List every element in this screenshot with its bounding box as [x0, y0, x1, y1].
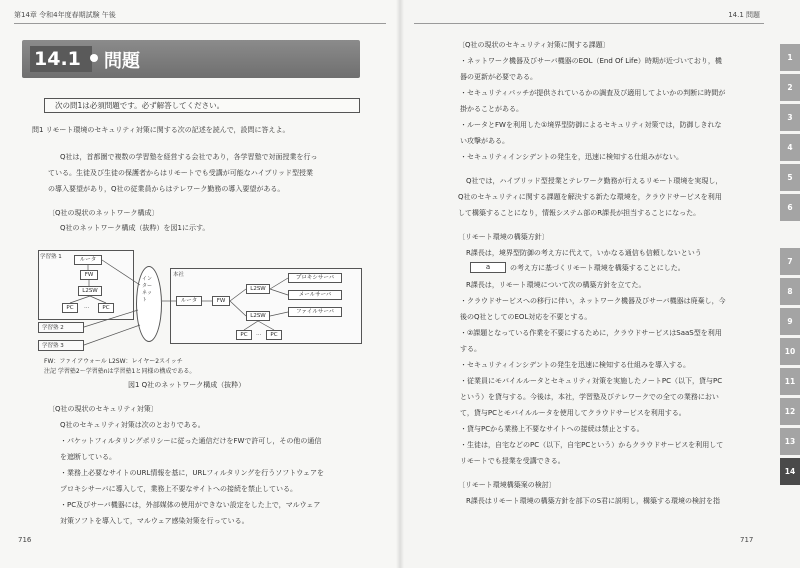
body-line: て，貸与PCとモバイルルータを使用してクラウドサービスを利用する。	[460, 409, 686, 417]
chapter-tab-12[interactable]: 12	[780, 398, 800, 425]
mail-server-node: メールサーバ	[288, 290, 342, 300]
chapter-tab-14-active[interactable]: 14	[780, 458, 800, 485]
left-running-header: 第14章 令和4年度春期試験 午後	[14, 11, 116, 19]
body-line: ・パケットフィルタリングポリシーに従った通信だけをFWで許可し，その他の通信	[60, 437, 322, 445]
section-number: 14.1	[30, 46, 92, 72]
section-title: 問題	[104, 51, 140, 72]
chapter-tab-11[interactable]: 11	[780, 368, 800, 395]
body-line: して構築することになり，情報システム部のR課長が担当することになった。	[458, 209, 701, 217]
chapter-tab-2[interactable]: 2	[780, 74, 800, 101]
chapter-tab-3[interactable]: 3	[780, 104, 800, 131]
chapter-tab-6[interactable]: 6	[780, 194, 800, 221]
hq-fw-node: FW	[212, 296, 230, 306]
chapter-tab-1[interactable]: 1	[780, 44, 800, 71]
body-line: 掛かることがある。	[460, 105, 523, 113]
l2sw-node: L2SW	[78, 286, 102, 296]
subheading-review: 〔リモート環境構築案の検討〕	[458, 481, 556, 489]
figure-caption: 図1 Q社のネットワーク構成（抜粋）	[128, 381, 246, 389]
hq-router-node: ルータ	[176, 296, 202, 306]
chapter-tab-8[interactable]: 8	[780, 278, 800, 305]
subheading-issues: 〔Q社の現状のセキュリティ対策に関する課題〕	[458, 41, 610, 49]
body-line: R課長はリモート環境の構築方針を部下のS君に説明し，構築する環境の検討を指	[466, 497, 721, 505]
blank-a-box: a	[470, 262, 506, 273]
left-page-number: 716	[18, 536, 32, 544]
file-server-node: ファイルサーバ	[288, 307, 342, 317]
chapter-tab-4[interactable]: 4	[780, 134, 800, 161]
diagram-note: 注記 学習塾2～学習塾nは学習塾1と同様の構成である。	[44, 368, 196, 375]
body-line: ・セキュリティインシデントの発生を，迅速に検知する仕組みがない。	[460, 153, 683, 161]
body-line: する。	[460, 345, 481, 353]
subheading-security: 〔Q社の現状のセキュリティ対策〕	[48, 405, 158, 413]
question-intro: 問1 リモート環境のセキュリティ対策に関する次の記述を読んで，設問に答えよ。	[32, 126, 290, 134]
chapter-tab-13[interactable]: 13	[780, 428, 800, 455]
body-line: R課長は，境界型防御の考え方に代えて，いかなる通信も信頼しないという	[466, 249, 702, 257]
fw-node: FW	[80, 270, 98, 280]
chapter-tab-5[interactable]: 5	[780, 164, 800, 191]
body-line: Q社は，首都圏で複数の学習塾を経営する会社であり，各学習塾で対面授業を行っ	[60, 153, 318, 161]
school1-label: 学習塾 1	[40, 254, 62, 260]
body-line: い攻撃がある。	[460, 137, 509, 145]
hq-pc-dots: …	[256, 331, 262, 337]
body-line: ・セキュリティインシデントの発生を迅速に検知する仕組みを導入する。	[460, 361, 690, 369]
body-line: という）を貸与する。今後は，本社，学習塾及びテレワークでの全ての業務におい	[460, 393, 719, 401]
body-line: ・生徒は，自宅などのPC（以下，自宅PCという）からクラウドサービスを利用して	[460, 441, 724, 449]
pc-node: PC	[62, 303, 78, 313]
router-node: ルータ	[74, 255, 102, 265]
body-line: ・クラウドサービスへの移行に伴い，ネットワーク機器及びサーバ機器は廃棄し，今	[460, 297, 726, 305]
body-line: プロキシサーバに導入して，業務上不要なサイトへの接続を禁止している。	[60, 485, 297, 493]
hq-pc-node: PC	[266, 330, 282, 340]
body-line: ・貸与PCから業務上不要なサイトへの接続は禁止とする。	[460, 425, 644, 433]
body-line: R課長は，リモート環境について次の構築方針を立てた。	[466, 281, 646, 289]
body-line: 対策ソフトを導入して，マルウェア感染対策を行っている。	[60, 517, 249, 525]
body-line: 器の更新が必要である。	[460, 73, 537, 81]
diagram-legend: FW：ファイアウォール L2SW：レイヤー2スイッチ	[44, 358, 183, 365]
chapter-tab-7[interactable]: 7	[780, 248, 800, 275]
body-line: ている。生徒及び生徒の保護者からはリモートでも受講が可能なハイブリッド型授業	[48, 169, 313, 177]
body-line: ・セキュリティパッチが提供されているかの調査及び適用してよいかの判断に時間が	[460, 89, 726, 97]
mandatory-notice: 次の問1は必須問題です。必ず解答してください。	[44, 98, 360, 113]
right-page-number: 717	[740, 536, 754, 544]
body-line: Q社では，ハイブリッド型授業とテレワーク勤務が行えるリモート環境を実現し，	[466, 177, 723, 185]
hq-l2sw-node: L2SW	[246, 311, 270, 321]
body-line: Q社のネットワーク構成（抜粋）を図1に示す。	[60, 224, 210, 232]
body-line: Q社のセキュリティに関する課題を解決する新たな環境を，クラウドサービスを利用	[458, 193, 722, 201]
internet-label: インターネット	[142, 276, 153, 303]
hq-label: 本社	[173, 272, 185, 278]
pc-node: PC	[98, 303, 114, 313]
body-line: の導入要望があり，Q社の従業員からはテレワーク勤務の導入要望がある。	[48, 185, 285, 193]
body-line: ・従業員にモバイルルータとセキュリティ対策を実施したノートPC（以下，貸与PC	[460, 377, 723, 385]
body-line: を遮断している。	[60, 453, 116, 461]
hq-l2sw-node: L2SW	[246, 284, 270, 294]
school2-label: 学習塾 2	[42, 325, 64, 331]
body-line: ・PC及びサーバ機器には，外部媒体の使用ができない設定をした上で，マルウェア	[60, 501, 321, 509]
subheading-policy: 〔リモート環境の構築方針〕	[458, 233, 549, 241]
school3-label: 学習塾 3	[42, 343, 64, 349]
hq-pc-node: PC	[236, 330, 252, 340]
pc-dots: …	[84, 304, 90, 310]
body-line: ・②課題となっている作業を不要にするために，クラウドサービスはSaaS型を利用	[460, 329, 722, 337]
chapter-tab-9[interactable]: 9	[780, 308, 800, 335]
body-line: ・業務上必要なサイトのURL情報を基に，URLフィルタリングを行うソフトウェアを	[60, 469, 325, 477]
right-running-header: 14.1 問題	[728, 11, 760, 19]
body-line: ・ルータとFWを利用した①境界型防御によるセキュリティ対策では，防御しきれな	[460, 121, 722, 129]
subheading-network: 〔Q社の現状のネットワーク構成〕	[48, 209, 159, 217]
body-line: ・ネットワーク機器及びサーバ機器のEOL（End Of Life）時期が近づいており，機	[460, 57, 722, 65]
body-line: の考え方に基づくリモート環境を構築することにした。	[510, 264, 685, 272]
right-header-rule	[414, 23, 764, 24]
body-line: 後のQ社としてのEOL対応を不要とする。	[460, 313, 592, 321]
body-line: リモートでも授業を受講できる。	[460, 457, 565, 465]
body-line: Q社のセキュリティ対策は次のとおりである。	[60, 421, 205, 429]
chapter-tab-10[interactable]: 10	[780, 338, 800, 365]
proxy-server-node: プロキシサーバ	[288, 273, 342, 283]
